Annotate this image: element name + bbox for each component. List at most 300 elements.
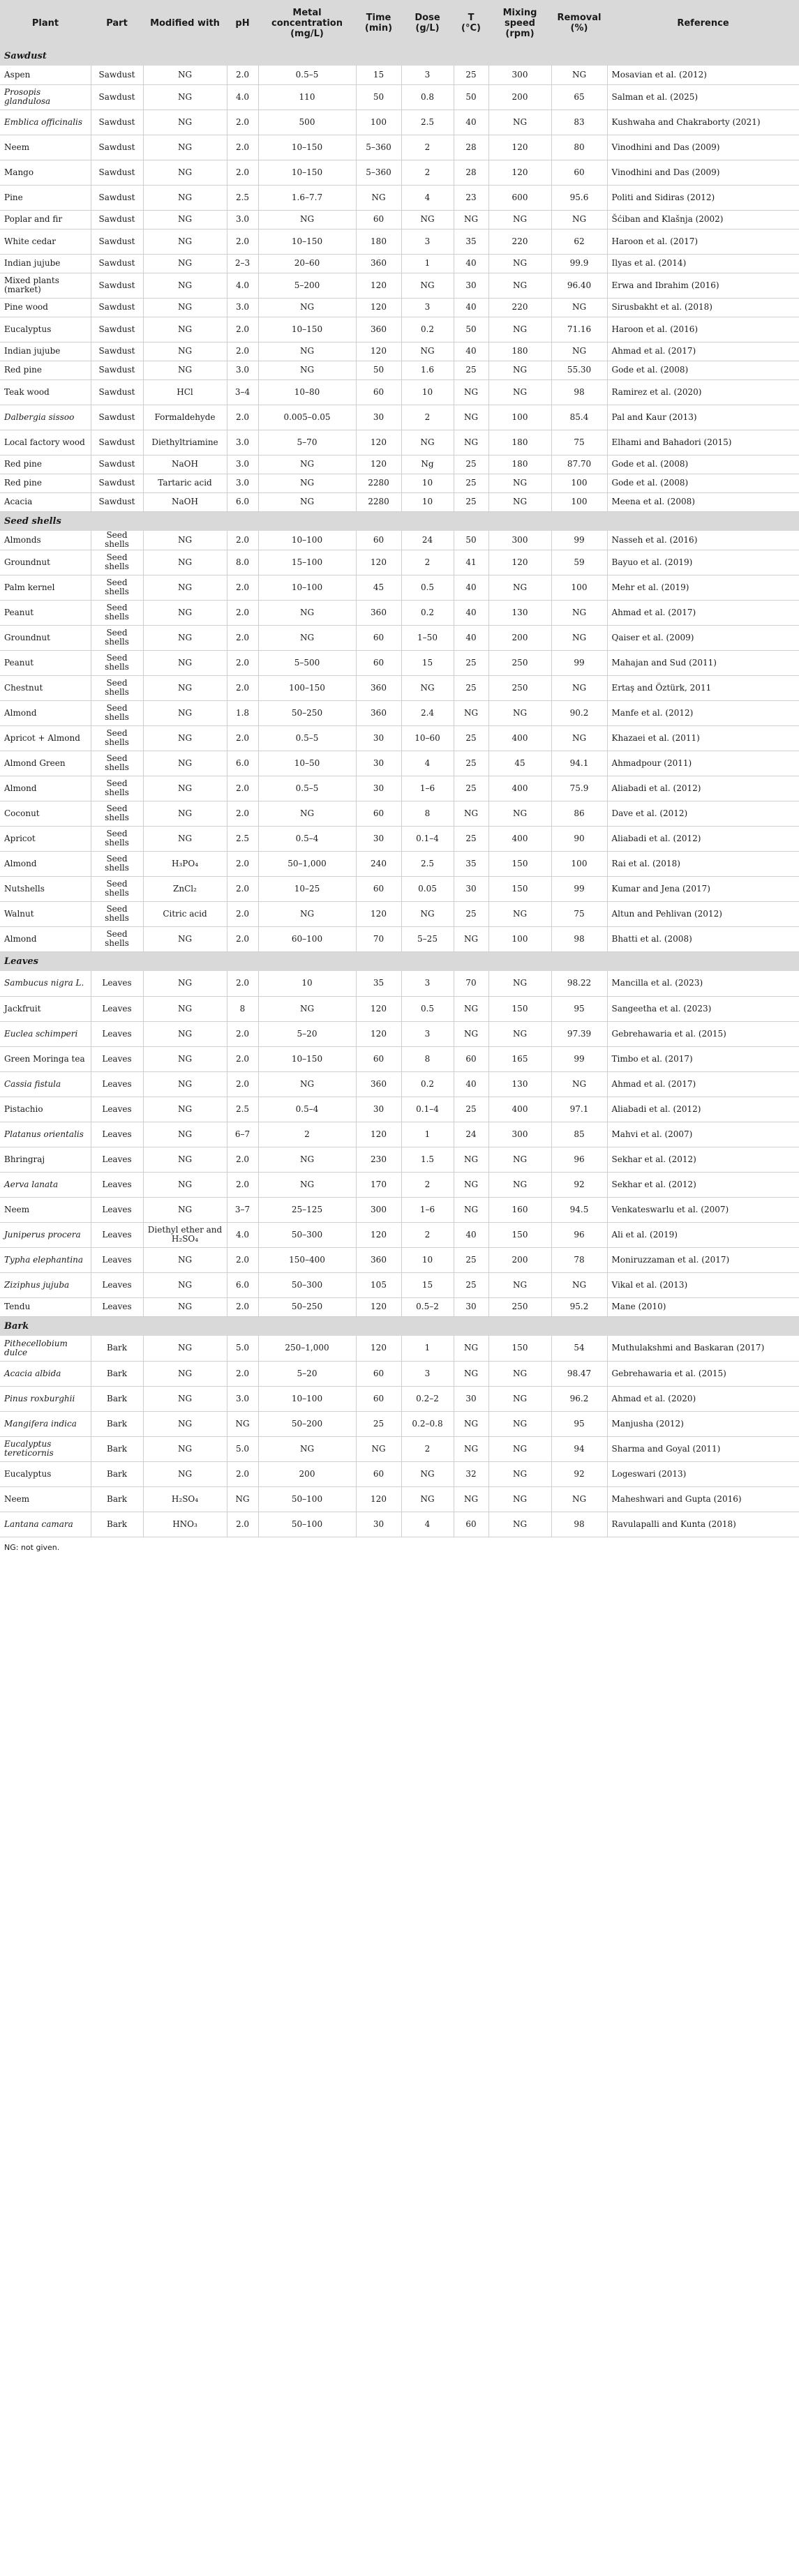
cell-dose: 2.5	[401, 110, 454, 135]
cell-mixing-speed: 400	[488, 826, 551, 851]
cell-part: Seed shells	[91, 725, 143, 751]
cell-metal-concentration: 10	[258, 971, 356, 996]
table-row	[0, 160, 799, 185]
cell-removal: 98	[551, 379, 607, 405]
cell-modified-with: NG	[143, 298, 227, 317]
cell-plant: Groundnut	[0, 625, 91, 650]
cell-reference: Aliabadi et al. (2012)	[607, 1097, 799, 1122]
table-row	[0, 492, 799, 511]
cell-metal-concentration: 10–150	[258, 160, 356, 185]
cell-temperature: NG	[454, 405, 488, 430]
footnote: NG: not given.	[4, 1542, 60, 1552]
cell-reference: Salman et al. (2025)	[607, 84, 799, 110]
cell-modified-with: NG	[143, 1172, 227, 1197]
cell-metal-concentration: 50–200	[258, 1411, 356, 1436]
table-row	[0, 1386, 799, 1411]
cell-reference: Politi and Sidiras (2012)	[607, 185, 799, 210]
cell-ph: 3.0	[227, 455, 258, 474]
table-row	[0, 1512, 799, 1537]
cell-plant: Eucalyptus tereticornis	[0, 1436, 91, 1461]
cell-modified-with: NG	[143, 1436, 227, 1461]
cell-modified-with: NG	[143, 1122, 227, 1147]
cell-temperature: 40	[454, 254, 488, 273]
cell-ph: 2.0	[227, 675, 258, 700]
cell-reference: Rai et al. (2018)	[607, 851, 799, 876]
cell-ph: 2.5	[227, 826, 258, 851]
cell-plant: Pine	[0, 185, 91, 210]
cell-plant: Neem	[0, 1486, 91, 1512]
cell-metal-concentration: 10–100	[258, 575, 356, 600]
cell-ph: 2.0	[227, 531, 258, 550]
header-ph: pH	[227, 0, 258, 46]
cell-plant: Red pine	[0, 455, 91, 474]
cell-dose: 0.2–2	[401, 1386, 454, 1411]
cell-mixing-speed: 220	[488, 298, 551, 317]
cell-dose: 2.4	[401, 700, 454, 725]
cell-metal-concentration: 10–80	[258, 379, 356, 405]
table-row	[0, 1197, 799, 1222]
cell-removal: 97.1	[551, 1097, 607, 1122]
cell-modified-with: H₂SO₄	[143, 1486, 227, 1512]
cell-time: 70	[356, 926, 401, 951]
cell-ph: 6.0	[227, 1272, 258, 1297]
cell-plant: Acacia	[0, 492, 91, 511]
cell-mixing-speed: 180	[488, 430, 551, 455]
cell-ph: 4.0	[227, 1222, 258, 1247]
cell-removal: 99	[551, 1046, 607, 1071]
cell-reference: Sekhar et al. (2012)	[607, 1147, 799, 1172]
cell-time: 120	[356, 1122, 401, 1147]
cell-dose: 1.6	[401, 361, 454, 379]
cell-dose: Ng	[401, 455, 454, 474]
cell-removal: 96.2	[551, 1386, 607, 1411]
table-header	[0, 0, 799, 46]
cell-temperature: 30	[454, 273, 488, 298]
cell-dose: 3	[401, 66, 454, 84]
cell-mixing-speed: 120	[488, 550, 551, 575]
header-part: Part	[91, 0, 143, 46]
cell-time: 230	[356, 1147, 401, 1172]
header-row	[0, 0, 799, 46]
cell-part: Bark	[91, 1461, 143, 1486]
cell-plant: Jackfruit	[0, 996, 91, 1021]
cell-plant: Pithecellobium dulce	[0, 1336, 91, 1361]
cell-metal-concentration: NG	[258, 298, 356, 317]
cell-removal: 94.5	[551, 1197, 607, 1222]
cell-part: Sawdust	[91, 229, 143, 254]
cell-mixing-speed: NG	[488, 1461, 551, 1486]
cell-time: 120	[356, 901, 401, 926]
cell-modified-with: NG	[143, 826, 227, 851]
cell-metal-concentration: 0.5–4	[258, 1097, 356, 1122]
cell-plant: Poplar and fir	[0, 210, 91, 229]
header-dose-g-l: Dose (g/L)	[401, 0, 454, 46]
table-row	[0, 474, 799, 492]
cell-time: 5–360	[356, 160, 401, 185]
cell-plant: Peanut	[0, 600, 91, 625]
cell-plant: Almond Green	[0, 751, 91, 776]
cell-time: 60	[356, 1046, 401, 1071]
cell-modified-with: NG	[143, 229, 227, 254]
cell-part: Sawdust	[91, 84, 143, 110]
cell-part: Bark	[91, 1411, 143, 1436]
cell-removal: 95	[551, 996, 607, 1021]
cell-dose: 0.2	[401, 1071, 454, 1097]
cell-reference: Ahmad et al. (2017)	[607, 600, 799, 625]
cell-plant: Indian jujube	[0, 254, 91, 273]
cell-metal-concentration: 100–150	[258, 675, 356, 700]
cell-ph: 2.0	[227, 110, 258, 135]
cell-ph: 3.0	[227, 361, 258, 379]
cell-ph: 2.0	[227, 1297, 258, 1316]
cell-dose: 1–6	[401, 776, 454, 801]
cell-time: 60	[356, 210, 401, 229]
cell-ph: 2.0	[227, 317, 258, 342]
cell-ph: 2.0	[227, 1172, 258, 1197]
cell-part: Bark	[91, 1436, 143, 1461]
cell-ph: 2.0	[227, 342, 258, 361]
header-t-c: T (°C)	[454, 0, 488, 46]
cell-plant: Teak wood	[0, 379, 91, 405]
cell-temperature: 24	[454, 1122, 488, 1147]
cell-time: 35	[356, 971, 401, 996]
section-bark	[0, 1316, 799, 1336]
cell-mixing-speed: NG	[488, 492, 551, 511]
cell-mixing-speed: NG	[488, 971, 551, 996]
cell-temperature: 40	[454, 298, 488, 317]
cell-time: 60	[356, 876, 401, 901]
cell-part: Leaves	[91, 971, 143, 996]
cell-metal-concentration: NG	[258, 1071, 356, 1097]
cell-plant: Pistachio	[0, 1097, 91, 1122]
cell-plant: Indian jujube	[0, 342, 91, 361]
cell-part: Sawdust	[91, 317, 143, 342]
cell-removal: 92	[551, 1172, 607, 1197]
cell-dose: NG	[401, 430, 454, 455]
cell-time: 60	[356, 1361, 401, 1386]
cell-part: Seed shells	[91, 625, 143, 650]
cell-mixing-speed: NG	[488, 1272, 551, 1297]
cell-plant: Almond	[0, 851, 91, 876]
cell-removal: 59	[551, 550, 607, 575]
cell-part: Sawdust	[91, 430, 143, 455]
cell-ph: 3–7	[227, 1197, 258, 1222]
cell-temperature: NG	[454, 1436, 488, 1461]
cell-mixing-speed: NG	[488, 1411, 551, 1436]
cell-dose: NG	[401, 273, 454, 298]
cell-ph: 2.0	[227, 650, 258, 675]
cell-temperature: 30	[454, 876, 488, 901]
cell-removal: NG	[551, 675, 607, 700]
cell-plant: Sambucus nigra L.	[0, 971, 91, 996]
cell-modified-with: NG	[143, 675, 227, 700]
table-row	[0, 317, 799, 342]
cell-temperature: 25	[454, 675, 488, 700]
cell-modified-with: NG	[143, 361, 227, 379]
cell-removal: 87.70	[551, 455, 607, 474]
cell-reference: Manjusha (2012)	[607, 1411, 799, 1436]
cell-removal: 75.9	[551, 776, 607, 801]
cell-plant: Neem	[0, 135, 91, 160]
cell-removal: 55.30	[551, 361, 607, 379]
cell-reference: Dave et al. (2012)	[607, 801, 799, 826]
cell-dose: 8	[401, 1046, 454, 1071]
table-row	[0, 298, 799, 317]
cell-removal: 85	[551, 1122, 607, 1147]
cell-temperature: 23	[454, 185, 488, 210]
cell-dose: 2	[401, 1172, 454, 1197]
cell-modified-with: NG	[143, 926, 227, 951]
table-row	[0, 430, 799, 455]
cell-mixing-speed: 300	[488, 1122, 551, 1147]
cell-part: Leaves	[91, 1122, 143, 1147]
cell-dose: 10	[401, 379, 454, 405]
cell-part: Seed shells	[91, 550, 143, 575]
cell-removal: NG	[551, 1486, 607, 1512]
cell-modified-with: NG	[143, 971, 227, 996]
cell-reference: Pal and Kaur (2013)	[607, 405, 799, 430]
cell-metal-concentration: NG	[258, 210, 356, 229]
cell-removal: 75	[551, 430, 607, 455]
cell-ph: 3.0	[227, 430, 258, 455]
cell-plant: Emblica officinalis	[0, 110, 91, 135]
cell-temperature: 25	[454, 751, 488, 776]
cell-modified-with: Diethyl ether and H₂SO₄	[143, 1222, 227, 1247]
cell-time: 60	[356, 379, 401, 405]
cell-metal-concentration: 0.005–0.05	[258, 405, 356, 430]
cell-dose: 2.5	[401, 851, 454, 876]
cell-metal-concentration: 0.5–5	[258, 776, 356, 801]
cell-reference: Erwa and Ibrahim (2016)	[607, 273, 799, 298]
cell-plant: Mixed plants (market)	[0, 273, 91, 298]
cell-dose: NG	[401, 1486, 454, 1512]
cell-removal: NG	[551, 725, 607, 751]
cell-mixing-speed: NG	[488, 1021, 551, 1046]
cell-part: Leaves	[91, 996, 143, 1021]
cell-mixing-speed: 150	[488, 1336, 551, 1361]
cell-plant: Pinus roxburghii	[0, 1386, 91, 1411]
cell-modified-with: NG	[143, 135, 227, 160]
cell-temperature: 40	[454, 625, 488, 650]
cell-dose: 3	[401, 229, 454, 254]
cell-ph: 2.0	[227, 600, 258, 625]
cell-mixing-speed: NG	[488, 254, 551, 273]
cell-reference: Sangeetha et al. (2023)	[607, 996, 799, 1021]
cell-mixing-speed: 160	[488, 1197, 551, 1222]
cell-ph: 2.0	[227, 625, 258, 650]
table-row	[0, 455, 799, 474]
table-body	[0, 46, 799, 1537]
cell-reference: Aliabadi et al. (2012)	[607, 776, 799, 801]
cell-time: 15	[356, 66, 401, 84]
cell-reference: Vinodhini and Das (2009)	[607, 160, 799, 185]
header-reference: Reference	[607, 0, 799, 46]
table-row	[0, 273, 799, 298]
cell-temperature: NG	[454, 210, 488, 229]
cell-modified-with: NaOH	[143, 492, 227, 511]
cell-modified-with: NG	[143, 700, 227, 725]
cell-mixing-speed: NG	[488, 361, 551, 379]
table-row	[0, 575, 799, 600]
cell-temperature: NG	[454, 700, 488, 725]
cell-part: Bark	[91, 1512, 143, 1537]
cell-temperature: 35	[454, 229, 488, 254]
cell-mixing-speed: NG	[488, 901, 551, 926]
cell-plant: Pine wood	[0, 298, 91, 317]
cell-metal-concentration: 10–100	[258, 531, 356, 550]
cell-temperature: 41	[454, 550, 488, 575]
cell-removal: 60	[551, 160, 607, 185]
cell-temperature: 25	[454, 474, 488, 492]
cell-temperature: NG	[454, 996, 488, 1021]
cell-temperature: 25	[454, 66, 488, 84]
cell-removal: 100	[551, 474, 607, 492]
cell-plant: Acacia albida	[0, 1361, 91, 1386]
cell-ph: 3.0	[227, 298, 258, 317]
cell-plant: Almond	[0, 700, 91, 725]
table-row	[0, 1336, 799, 1361]
cell-metal-concentration: 250–1,000	[258, 1336, 356, 1361]
cell-reference: Sekhar et al. (2012)	[607, 1172, 799, 1197]
cell-mixing-speed: 250	[488, 1297, 551, 1316]
cell-part: Leaves	[91, 1046, 143, 1071]
cell-ph: 2.0	[227, 926, 258, 951]
cell-removal: 54	[551, 1336, 607, 1361]
cell-time: 300	[356, 1197, 401, 1222]
cell-temperature: NG	[454, 430, 488, 455]
cell-modified-with: NG	[143, 996, 227, 1021]
cell-removal: 78	[551, 1247, 607, 1272]
cell-ph: 3.0	[227, 474, 258, 492]
cell-plant: Almond	[0, 776, 91, 801]
table-row	[0, 531, 799, 550]
cell-mixing-speed: 150	[488, 851, 551, 876]
cell-dose: 0.5	[401, 996, 454, 1021]
cell-metal-concentration: 10–150	[258, 317, 356, 342]
cell-part: Seed shells	[91, 901, 143, 926]
cell-modified-with: NG	[143, 625, 227, 650]
cell-part: Sawdust	[91, 135, 143, 160]
cell-time: 170	[356, 1172, 401, 1197]
cell-time: 120	[356, 1222, 401, 1247]
table-row	[0, 405, 799, 430]
cell-mixing-speed: NG	[488, 700, 551, 725]
cell-modified-with: NG	[143, 1272, 227, 1297]
cell-metal-concentration: 1.6–7.7	[258, 185, 356, 210]
cell-removal: 96.40	[551, 273, 607, 298]
cell-part: Bark	[91, 1486, 143, 1512]
cell-metal-concentration: 10–150	[258, 1046, 356, 1071]
table-row	[0, 1486, 799, 1512]
cell-dose: 0.8	[401, 84, 454, 110]
cell-mixing-speed: NG	[488, 1486, 551, 1512]
cell-mixing-speed: 120	[488, 160, 551, 185]
cell-ph: 2.0	[227, 66, 258, 84]
cell-dose: 2	[401, 135, 454, 160]
cell-time: 60	[356, 1461, 401, 1486]
cell-plant: Tendu	[0, 1297, 91, 1316]
cell-ph: 2.0	[227, 135, 258, 160]
cell-removal: 86	[551, 801, 607, 826]
table-row	[0, 342, 799, 361]
cell-plant: Almonds	[0, 531, 91, 550]
cell-metal-concentration: 200	[258, 1461, 356, 1486]
cell-metal-concentration: 10–150	[258, 135, 356, 160]
cell-dose: 15	[401, 1272, 454, 1297]
cell-metal-concentration: 25–125	[258, 1197, 356, 1222]
cell-part: Seed shells	[91, 751, 143, 776]
cell-modified-with: NG	[143, 650, 227, 675]
cell-metal-concentration: 150–400	[258, 1247, 356, 1272]
cell-reference: Ilyas et al. (2014)	[607, 254, 799, 273]
header-plant: Plant	[0, 0, 91, 46]
cell-metal-concentration: NG	[258, 474, 356, 492]
cell-mixing-speed: 400	[488, 776, 551, 801]
cell-time: NG	[356, 1436, 401, 1461]
cell-removal: 80	[551, 135, 607, 160]
cell-part: Bark	[91, 1336, 143, 1361]
cell-part: Sawdust	[91, 492, 143, 511]
cell-plant: Ziziphus jujuba	[0, 1272, 91, 1297]
cell-part: Sawdust	[91, 298, 143, 317]
cell-modified-with: NG	[143, 1247, 227, 1272]
cell-temperature: 60	[454, 1046, 488, 1071]
cell-time: 25	[356, 1411, 401, 1436]
cell-removal: 94	[551, 1436, 607, 1461]
cell-temperature: 25	[454, 901, 488, 926]
cell-metal-concentration: 0.5–5	[258, 725, 356, 751]
cell-mixing-speed: 200	[488, 625, 551, 650]
cell-reference: Šćiban and Klašnja (2002)	[607, 210, 799, 229]
cell-temperature: 25	[454, 826, 488, 851]
cell-ph: 2.0	[227, 971, 258, 996]
cell-part: Leaves	[91, 1297, 143, 1316]
cell-removal: NG	[551, 1272, 607, 1297]
cell-dose: 0.2	[401, 317, 454, 342]
cell-time: 60	[356, 650, 401, 675]
cell-reference: Gebrehawaria et al. (2015)	[607, 1361, 799, 1386]
cell-dose: 1.5	[401, 1147, 454, 1172]
cell-modified-with: NG	[143, 801, 227, 826]
cell-part: Seed shells	[91, 926, 143, 951]
cell-part: Seed shells	[91, 650, 143, 675]
cell-reference: Mehr et al. (2019)	[607, 575, 799, 600]
cell-removal: 95.6	[551, 185, 607, 210]
cell-temperature: 60	[454, 1512, 488, 1537]
cell-mixing-speed: NG	[488, 1386, 551, 1411]
cell-temperature: 30	[454, 1386, 488, 1411]
table-row	[0, 1272, 799, 1297]
cell-removal: 95	[551, 1411, 607, 1436]
cell-modified-with: NG	[143, 1411, 227, 1436]
cell-removal: 94.1	[551, 751, 607, 776]
table-row	[0, 229, 799, 254]
cell-reference: Sharma and Goyal (2011)	[607, 1436, 799, 1461]
cell-ph: 2.0	[227, 575, 258, 600]
table-row	[0, 1021, 799, 1046]
cell-metal-concentration: 10–100	[258, 1386, 356, 1411]
cell-metal-concentration: 50–100	[258, 1512, 356, 1537]
cell-plant: Palm kernel	[0, 575, 91, 600]
cell-reference: Kumar and Jena (2017)	[607, 876, 799, 901]
cell-part: Sawdust	[91, 185, 143, 210]
cell-plant: Mango	[0, 160, 91, 185]
cell-temperature: 40	[454, 1071, 488, 1097]
cell-modified-with: HNO₃	[143, 1512, 227, 1537]
cell-ph: 8.0	[227, 550, 258, 575]
cell-plant: Typha elephantina	[0, 1247, 91, 1272]
cell-reference: Bhatti et al. (2008)	[607, 926, 799, 951]
